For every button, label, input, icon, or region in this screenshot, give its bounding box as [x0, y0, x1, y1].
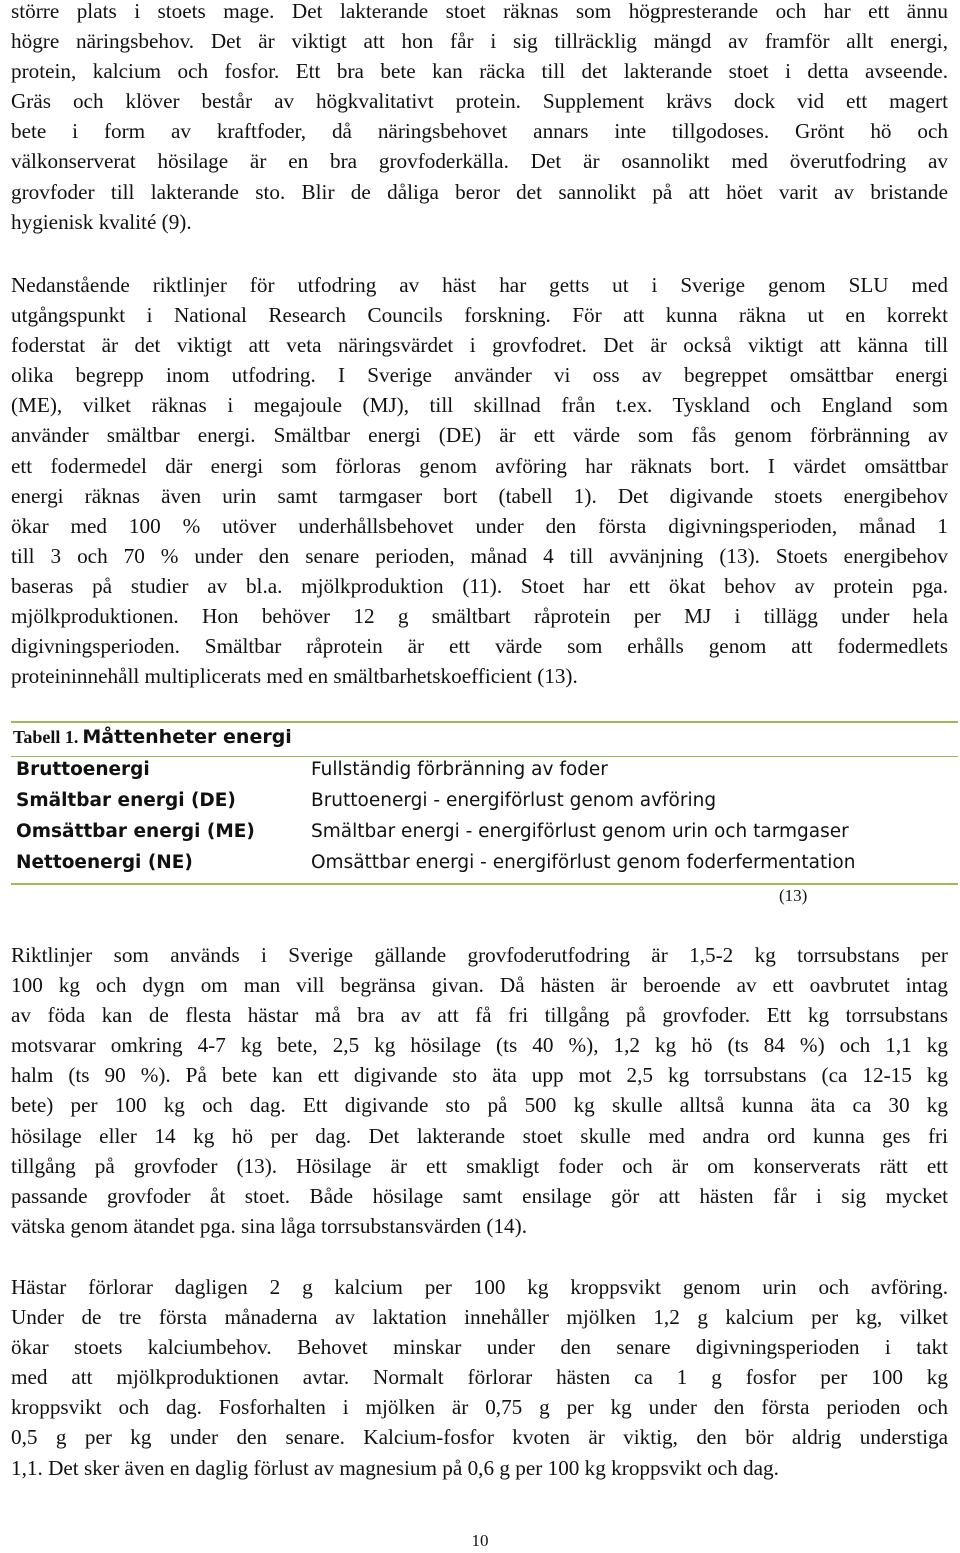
text-line: Nedanstående riktlinjer för utfodring av häst har getts ut i Sverige genom SLU med [11, 273, 948, 297]
text-line: motsvarar omkring 4-7 kg bete, 2,5 kg hösilage (ts 40 %), 1,2 kg hö (ts 84 %) och 1,1 kg [11, 1033, 948, 1058]
text-line: av föda kan de flesta hästar må bra av att få fri tillgång på grovfoder. Ett kg torrsubstans [11, 1003, 948, 1028]
text-line: foderstat är det viktigt att veta näringsvärdet i grovfodret. Det är också viktigt att känna till [11, 333, 948, 358]
text-line: med att mjölkproduktionen avtar. Normalt förlorar hästen ca 1 g fosfor per 100 kg [11, 1365, 948, 1390]
page-number: 10 [471, 1531, 489, 1550]
table-bottom-rule [11, 883, 958, 885]
table-header-rule [11, 756, 958, 757]
table-top-rule [11, 721, 958, 723]
table-definition: Omsättbar energi - energiförlust genom foderfermentation [311, 852, 856, 873]
text-line: till 3 och 70 % under den senare perioden, månad 4 till avvänjning (13). Stoets energibehov [11, 543, 948, 568]
text-line: hösilage eller 14 kg hö per dag. Det lakterande stoet skulle med andra ord kunna ges fri [11, 1123, 948, 1148]
paragraph-roughage-guidelines [11, 940, 948, 1241]
table-term: Bruttoenergi [16, 759, 150, 780]
paragraph-calcium-phosphorus [11, 1272, 948, 1483]
table-title: Måttenheter energi [82, 726, 292, 748]
table-definition: Bruttoenergi - energiförlust genom avföring [311, 790, 717, 811]
table-row [0, 852, 960, 883]
paragraph-feeding-guidelines [11, 270, 948, 691]
text-line: hygienisk kvalité (9). [11, 209, 192, 234]
paragraph-lactating-mare [11, 0, 948, 237]
table-term: Omsättbar energi (ME) [16, 821, 255, 842]
text-line: högre näringsbehov. Det är viktigt att hon får i sig tillräcklig mängd av framför allt energi, [11, 29, 948, 54]
text-line: passande grovfoder åt stoet. Både hösilage samt ensilage gör att hästen får i sig mycket [11, 1183, 948, 1208]
table-term: Smältbar energi (DE) [16, 790, 236, 811]
table-definition: Fullständig förbränning av foder [311, 759, 608, 780]
text-line: kroppsvikt och dag. Fosforhalten i mjölken är 0,75 g per kg under den första perioden och [11, 1395, 948, 1420]
table-row [0, 790, 960, 821]
text-line: ökar med 100 % utöver underhållsbehovet under den första digivningsperioden, månad 1 [11, 513, 948, 538]
table-definition: Smältbar energi - energiförlust genom urin och tarmgaser [311, 821, 849, 842]
text-line: energi räknas även urin samt tarmgaser bort (tabell 1). Det digivande stoets energibehov [11, 483, 948, 508]
text-line: bete) per 100 kg och dag. Ett digivande sto på 500 kg skulle alltså kunna äta ca 30 kg [11, 1093, 948, 1118]
text-line: (ME), vilket räknas i megajoule (MJ), till skillnad från t.ex. Tyskland och England som [11, 393, 948, 418]
text-line: ökar stoets kalciumbehov. Behovet minskar under den senare digivningsperioden i takt [11, 1335, 948, 1360]
text-line: grovfoder till lakterande sto. Blir de dåliga beror det sannolikt på att höet varit av bristande [11, 179, 948, 204]
text-line: baseras på studier av bl.a. mjölkproduktion (11). Stoet har ett ökat behov av protein pga. [11, 573, 948, 598]
text-line: välkonserverat hösilage är en bra grovfoderkälla. Det är osannolikt med överutfodring av [11, 149, 948, 174]
text-line: använder smältbar energi. Smältbar energi (DE) är ett värde som fås genom förbränning av [11, 423, 948, 448]
text-line: ett fodermedel där energi som förloras genom avföring har räknats bort. I värdet omsättbar [11, 453, 948, 478]
text-line: 0,5 g per kg under den senare. Kalcium-fosfor kvoten är viktig, den bör aldrig understiga [11, 1425, 948, 1450]
table-row [0, 759, 960, 790]
text-line: utgångspunkt i National Research Councils forskning. För att kunna räkna ut en korrekt [11, 303, 948, 328]
text-line: vätska genom ätandet pga. sina låga torrsubstansvärden (14). [11, 1213, 527, 1238]
text-line: Under de tre första månaderna av laktation innehåller mjölken 1,2 g kalcium per kg, vilket [11, 1305, 948, 1330]
table-label: Tabell 1. [13, 727, 79, 747]
table-source-reference: (13) [779, 886, 808, 905]
table-term: Nettoenergi (NE) [16, 852, 193, 873]
text-line: Hästar förlorar dagligen 2 g kalcium per 100 kg kroppsvikt genom urin och avföring. [11, 1275, 948, 1299]
table-caption [13, 726, 292, 748]
text-line: olika begrepp inom utfodring. I Sverige använder vi oss av begreppet omsättbar energi [11, 363, 948, 388]
table-row [0, 821, 960, 852]
text-line: digivningsperioden. Smältbar råprotein är ett värde som erhålls genom att fodermedlets [11, 634, 948, 659]
text-line: tillgång på grovfoder (13). Hösilage är ett smakligt foder och är om konserverats rätt ett [11, 1153, 948, 1178]
text-line: Riktlinjer som används i Sverige gällande grovfoderutfodring är 1,5-2 kg torrsubstans per [11, 943, 948, 967]
text-line: halm (ts 90 %). På bete kan ett digivande sto äta upp mot 2,5 kg torrsubstans (ca 12-15 kg [11, 1063, 948, 1088]
text-line: 100 kg och dygn om man vill begränsa givan. Då hästen är beroende av ett oavbrutet intag [11, 973, 948, 998]
text-line: Gräs och klöver består av högkvalitativt protein. Supplement krävs dock vid ett magert [11, 89, 948, 114]
text-line: större plats i stoets mage. Det lakterande stoet räknas som högpresterande och har ett ännu [11, 0, 948, 23]
text-line: mjölkproduktionen. Hon behöver 12 g smältbart råprotein per MJ i tillägg under hela [11, 604, 948, 629]
text-line: bete i form av kraftfoder, då näringsbehovet annars inte tillgodoses. Grönt hö och [11, 119, 948, 144]
text-line: protein, kalcium och fosfor. Ett bra bete kan räcka till det lakterande stoet i detta avseende. [11, 59, 948, 84]
text-line: proteininnehåll multiplicerats med en smältbarhetskoefficient (13). [11, 664, 578, 689]
text-line: 1,1. Det sker även en daglig förlust av magnesium på 0,6 g per 100 kg kroppsvikt och dag. [11, 1455, 779, 1480]
